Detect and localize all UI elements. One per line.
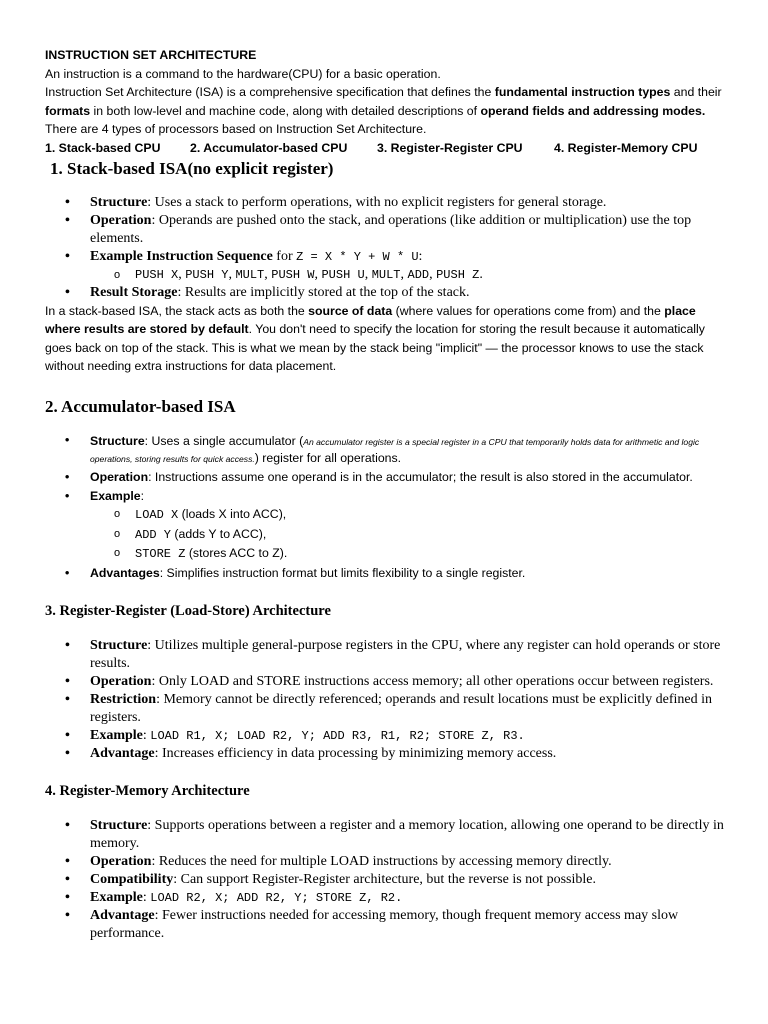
list-item: • Operation: Operands are pushed onto the stack, and operations (like addition or multiplication) use the top elements. <box>45 212 725 248</box>
processor-type: 1. Stack-based CPU <box>45 140 161 155</box>
section-4-list <box>45 817 725 943</box>
list-item: • Example: LOAD R2, X; ADD R2, Y; STORE Z, R2. <box>45 889 725 907</box>
document-page <box>45 46 725 943</box>
list-item: • Result Storage: Results are implicitly stored at the top of the stack. <box>45 284 725 302</box>
types-intro: There are 4 types of processors based on Instruction Set Architecture. <box>45 122 427 137</box>
section-3-heading: 3. Register-Register (Load-Store) Architecture <box>45 602 331 619</box>
section-2-heading: 2. Accumulator-based ISA <box>45 396 236 416</box>
instruction-definition: An instruction is a command to the hardware(CPU) for a basic operation. <box>45 66 441 81</box>
sub-list-item: o PUSH X, PUSH Y, MULT, PUSH W, PUSH U, MULT, ADD, PUSH Z. <box>90 266 725 284</box>
list-item: • Operation: Only LOAD and STORE instructions access memory; all other operations occur between registers. <box>45 673 725 691</box>
section-1-list <box>45 194 725 302</box>
section-3-list <box>45 637 725 763</box>
list-item: • Restriction: Memory cannot be directly referenced; operands and result locations must be explicitly defined in registers. <box>45 691 725 727</box>
processor-type: 3. Register-Register CPU <box>377 140 523 155</box>
list-item: • Operation: Reduces the need for multiple LOAD instructions by accessing memory directly. <box>45 853 725 871</box>
list-item: • Structure: Supports operations between a register and a memory location, allowing one operand to be directly in memory. <box>45 817 725 853</box>
list-item: • Structure: Utilizes multiple general-purpose registers in the CPU, where any register can hold operands or store results. <box>45 637 725 673</box>
document-title: INSTRUCTION SET ARCHITECTURE <box>45 48 257 62</box>
processor-types-row <box>45 139 725 158</box>
list-item: • Example: LOAD R1, X; LOAD R2, Y; ADD R3, R1, R2; STORE Z, R3. <box>45 727 725 745</box>
list-item: • Structure: Uses a single accumulator (An accumulator register is a special register in a CPU that temporarily holds data for arithmetic and logic operations, storing results for quick access.) register for all operations. <box>45 432 725 468</box>
list-item: • Operation: Instructions assume one operand is in the accumulator; the result is also stored in the accumulator. <box>45 468 725 487</box>
processor-type: 2. Accumulator-based CPU <box>190 140 348 155</box>
accumulator-examples <box>90 505 725 564</box>
sub-list-item: o ADD Y (adds Y to ACC), <box>90 525 725 545</box>
list-item: • Advantages: Simplifies instruction format but limits flexibility to a single register. <box>45 564 725 583</box>
section-4-heading: 4. Register-Memory Architecture <box>45 782 250 799</box>
section-1-heading: 1. Stack-based ISA(no explicit register) <box>50 158 334 178</box>
list-item: • Structure: Uses a stack to perform operations, with no explicit registers for general storage. <box>45 194 725 212</box>
stack-sequence <box>90 266 725 284</box>
list-item: • Example Instruction Sequence for Z = X * Y + W * U: o PUSH X, PUSH Y, MULT, PUSH W, PUSH U, MULT, ADD, PUSH Z. <box>45 248 725 284</box>
intro-section <box>45 46 725 158</box>
list-item: • Advantage: Increases efficiency in data processing by minimizing memory access. <box>45 745 725 763</box>
section-2-list <box>45 432 725 583</box>
sub-list-item: o LOAD X (loads X into ACC), <box>90 505 725 525</box>
stack-explanation: In a stack-based ISA, the stack acts as both the source of data (where values for operations come from) and the place where results are stored by default. You don't need to specify the location for storing the result because it automatically goes back on top of the stack. This is what we mean by the stack being "implicit" — the processor knows to use the stack without needing extra instructions for data placement. <box>45 303 705 374</box>
isa-definition: Instruction Set Architecture (ISA) is a comprehensive specification that defines the fundamental instruction types and their formats in both low-level and machine code, along with detailed descriptions of operand fields and addressing modes. <box>45 85 722 118</box>
list-item: • Compatibility: Can support Register-Register architecture, but the reverse is not possible. <box>45 871 725 889</box>
sub-list-item: o STORE Z (stores ACC to Z). <box>90 544 725 564</box>
processor-type: 4. Register-Memory CPU <box>554 140 698 155</box>
list-item: • Advantage: Fewer instructions needed for accessing memory, though frequent memory access may slow performance. <box>45 907 725 943</box>
list-item: • Example: o LOAD X (loads X into ACC), o ADD Y (adds Y to ACC), o STORE Z (stores ACC to Z). <box>45 487 725 564</box>
